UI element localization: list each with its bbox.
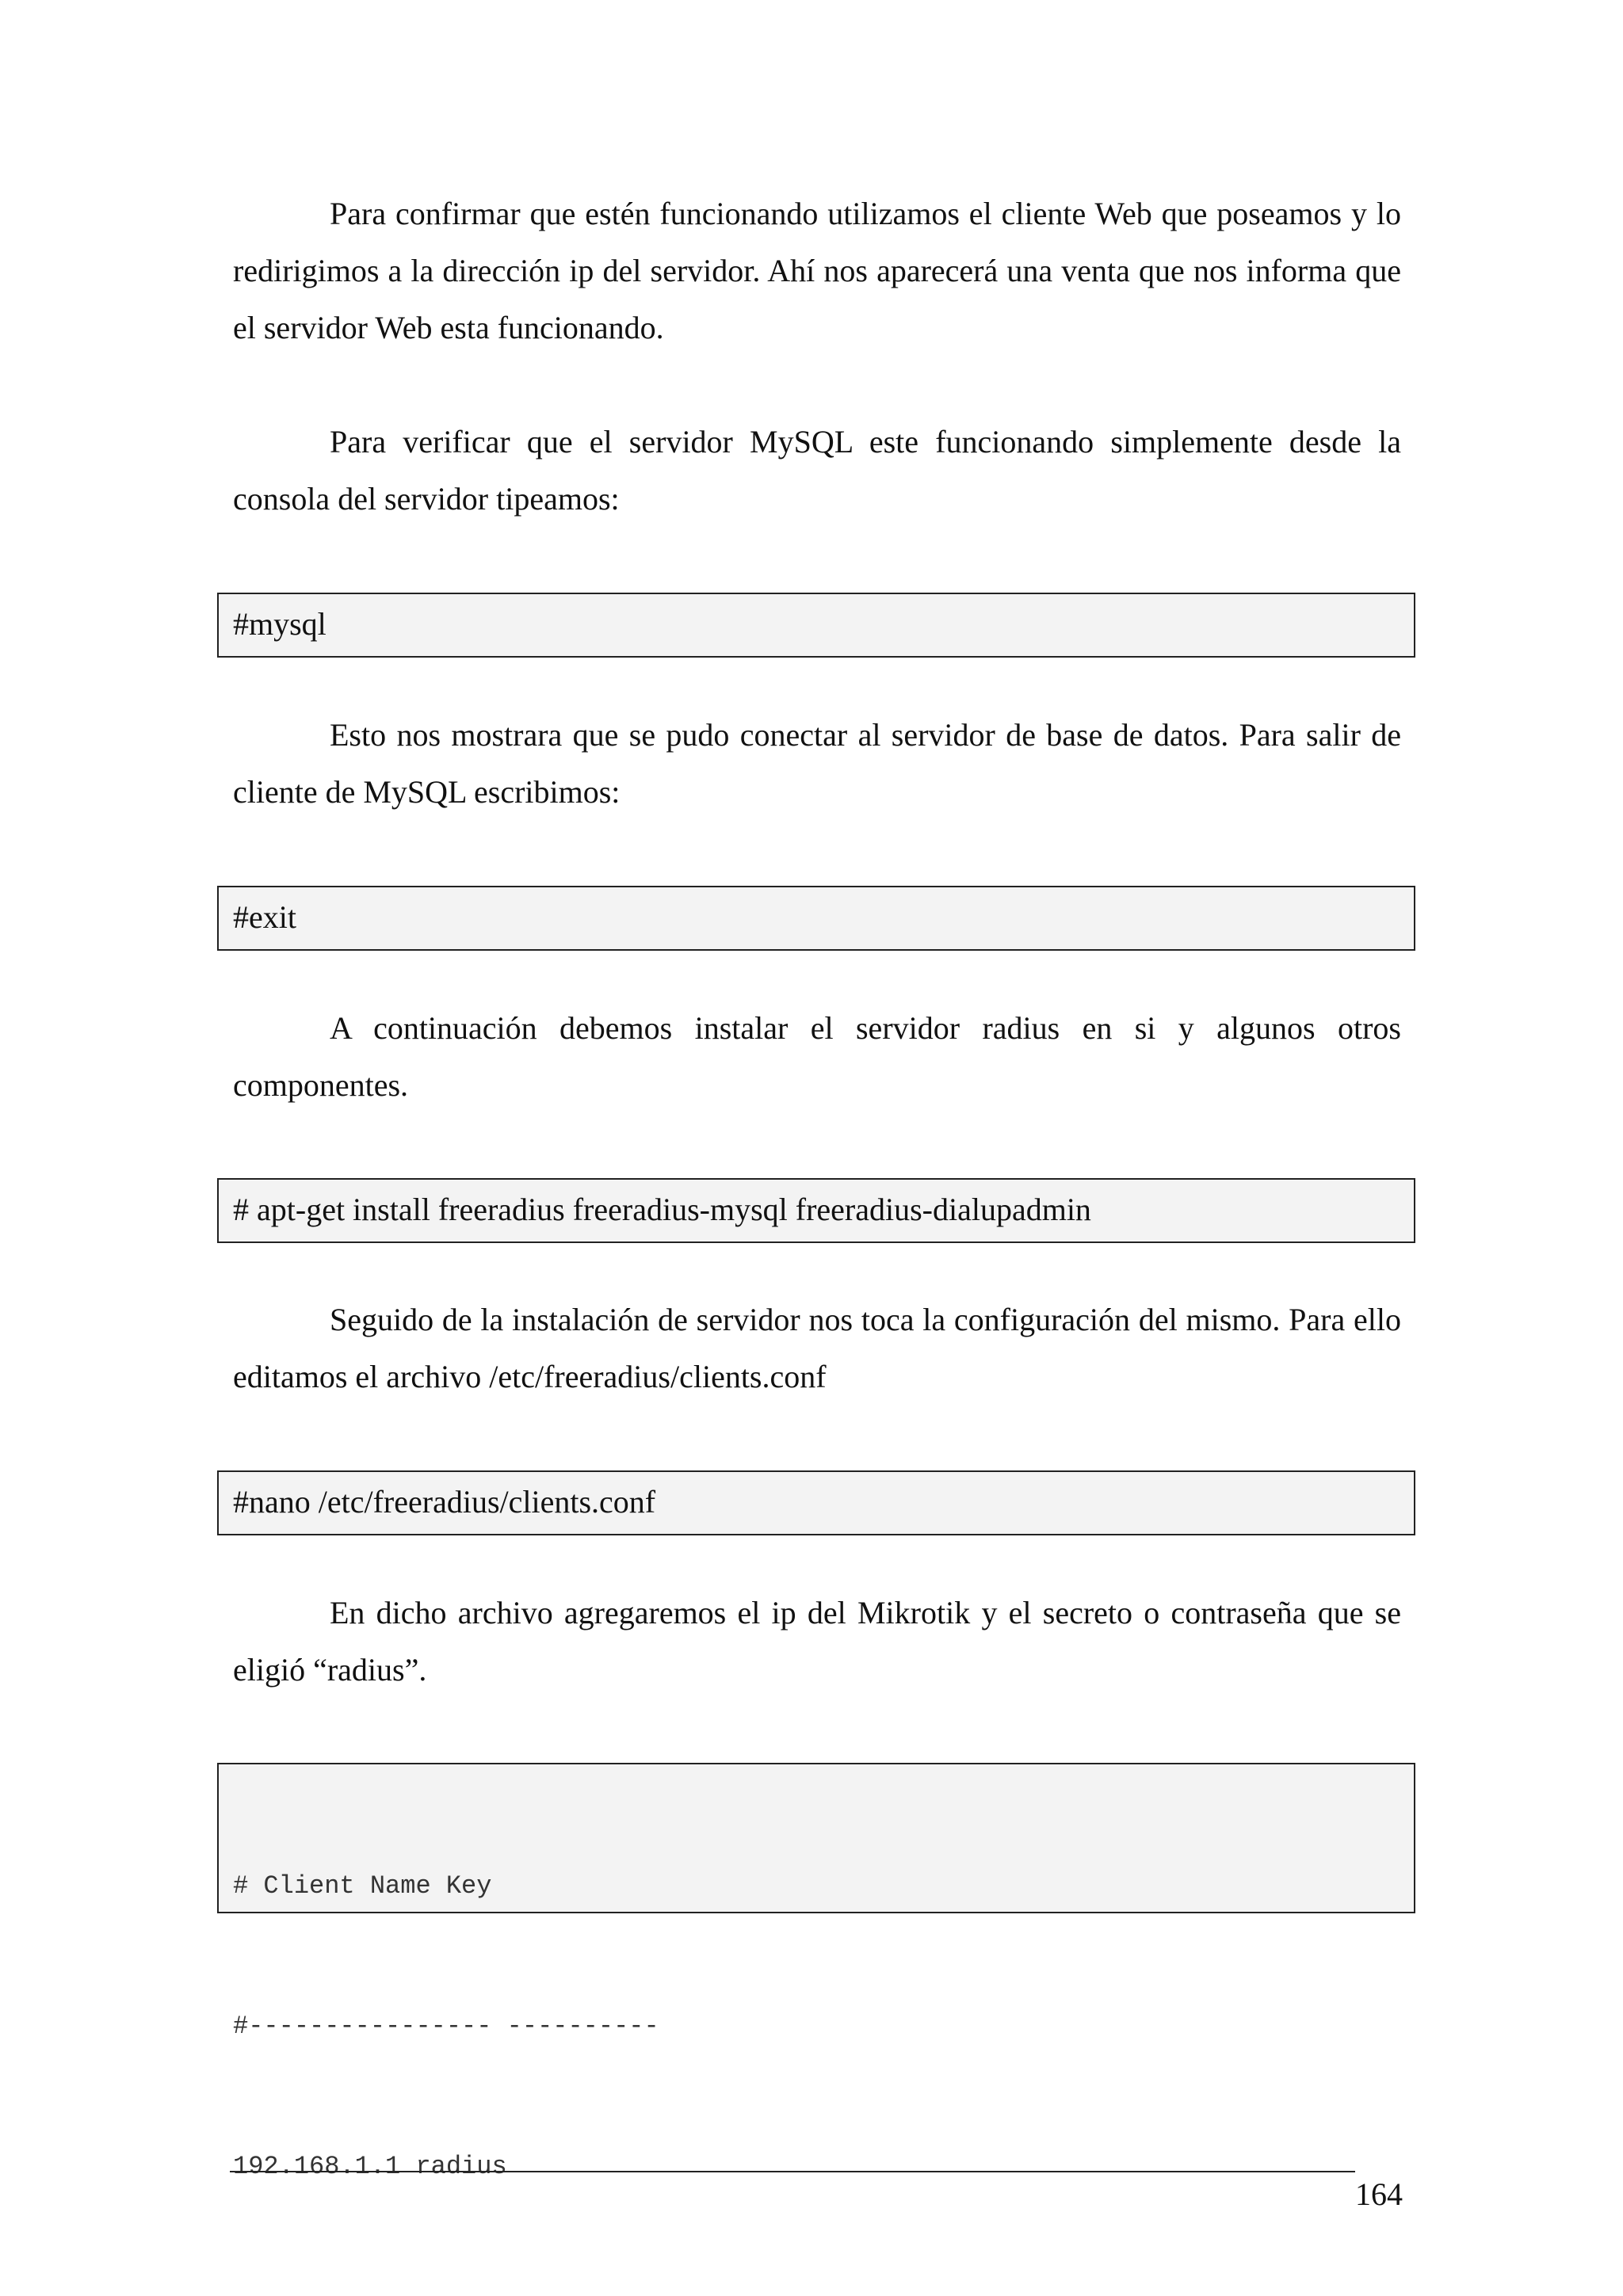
config-line-entry: 192.168.1.1 radius xyxy=(233,2152,507,2181)
paragraph-mysql-exit: Esto nos mostrara que se pudo conectar al servidor de base de datos. Para salir de cliente de MySQL escribimos: xyxy=(233,717,1401,810)
config-code-block xyxy=(217,1763,1415,2181)
command-box-apt-get: # apt-get install freeradius freeradius-mysql freeradius-dialupadmin xyxy=(217,1178,1415,1243)
paragraph-install-radius: A continuación debemos instalar el servidor radius en si y algunos otros componentes. xyxy=(233,1010,1401,1103)
paragraph-web-check: Para confirmar que estén funcionando utilizamos el cliente Web que poseamos y lo redirigimos a la dirección ip del servidor. Ahí nos aparecerá una venta que nos informa que el servidor Web esta funcionando. xyxy=(233,196,1401,345)
command-box-exit: #exit xyxy=(217,886,1415,951)
config-line-header: # Client Name Key xyxy=(233,1871,492,1901)
config-line-separator: #---------------- ---------- xyxy=(233,2012,659,2041)
page-number: 164 xyxy=(1355,2176,1403,2212)
paragraph-mikrotik-secret: En dicho archivo agregaremos el ip del Mikrotik y el secreto o contraseña que se eligió “radius”. xyxy=(233,1595,1401,1688)
footer-rule xyxy=(230,2171,1355,2172)
paragraph-mysql-check: Para verificar que el servidor MySQL este funcionando simplemente desde la consola del servidor tipeamos: xyxy=(233,424,1401,517)
command-box-mysql: #mysql xyxy=(217,593,1415,658)
paragraph-configure-radius: Seguido de la instalación de servidor nos toca la configuración del mismo. Para ello editamos el archivo /etc/freeradius/clients.conf xyxy=(233,1302,1401,1394)
command-box-nano: #nano /etc/freeradius/clients.conf xyxy=(217,1470,1415,1535)
